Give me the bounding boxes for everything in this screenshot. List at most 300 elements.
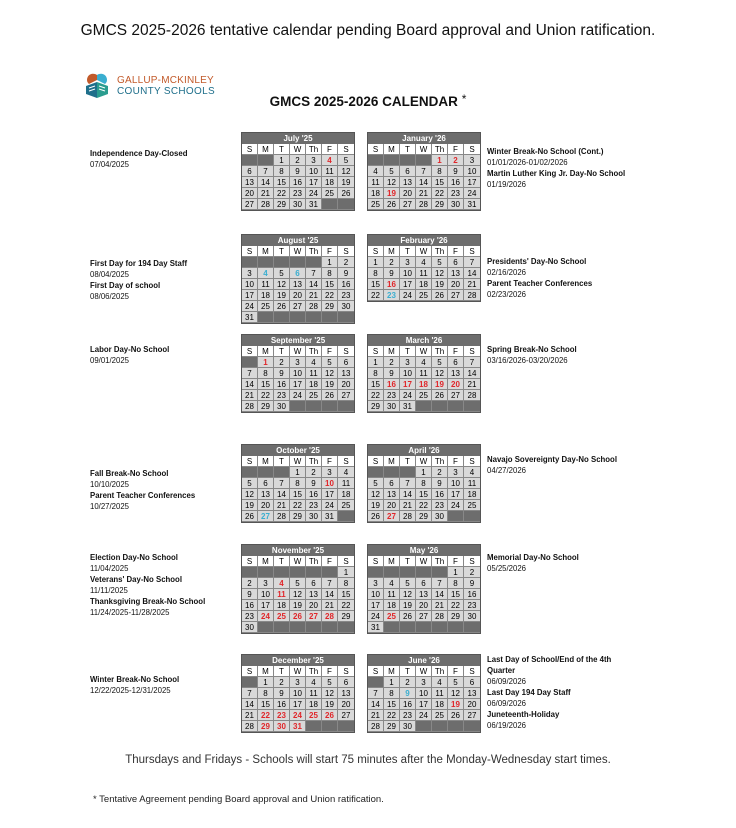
- day-cell: 7: [416, 166, 432, 177]
- event-title: Juneteenth-Holiday: [487, 710, 560, 719]
- empty-day-cell: [242, 155, 258, 166]
- day-cell: 10: [368, 589, 384, 600]
- day-cell: 26: [432, 390, 448, 401]
- weekday-header: F: [322, 246, 338, 257]
- day-cell: 2: [384, 257, 400, 268]
- day-cell: 27: [464, 710, 480, 721]
- day-cell: 17: [290, 379, 306, 390]
- event-group-right: [487, 146, 632, 190]
- empty-day-cell: [384, 467, 400, 478]
- empty-day-cell: [322, 721, 338, 732]
- month-name: August '25: [242, 235, 354, 246]
- month-grid: [368, 144, 480, 210]
- month-calendar: [367, 234, 481, 302]
- day-cell: 2: [338, 257, 354, 268]
- empty-day-cell: [432, 567, 448, 578]
- month-grid: [242, 346, 354, 412]
- day-cell: 1: [290, 467, 306, 478]
- event-group-right: [487, 256, 632, 300]
- day-cell: 29: [322, 301, 338, 312]
- day-cell: 21: [464, 279, 480, 290]
- day-cell: 22: [368, 390, 384, 401]
- day-cell: 8: [258, 688, 274, 699]
- day-cell: 22: [258, 710, 274, 721]
- day-cell: 13: [258, 489, 274, 500]
- weekday-header: W: [290, 666, 306, 677]
- day-cell: 12: [322, 368, 338, 379]
- day-cell: 30: [306, 511, 322, 522]
- day-cell: 25: [306, 710, 322, 721]
- day-cell: 4: [306, 677, 322, 688]
- day-cell: 15: [258, 699, 274, 710]
- weekday-header: T: [274, 346, 290, 357]
- empty-day-cell: [258, 312, 274, 323]
- weekday-header: Th: [432, 246, 448, 257]
- day-cell: 22: [368, 290, 384, 301]
- weekday-header: W: [290, 456, 306, 467]
- day-cell: 19: [322, 379, 338, 390]
- weekday-header: T: [400, 456, 416, 467]
- day-cell: 3: [322, 467, 338, 478]
- day-cell: 19: [384, 188, 400, 199]
- empty-day-cell: [242, 467, 258, 478]
- weekday-header: S: [338, 346, 354, 357]
- month-name: February '26: [368, 235, 480, 246]
- day-cell: 12: [368, 489, 384, 500]
- month-name: March '26: [368, 335, 480, 346]
- day-cell: 1: [322, 257, 338, 268]
- day-cell: 14: [258, 177, 274, 188]
- empty-day-cell: [432, 721, 448, 732]
- weekday-header: M: [258, 556, 274, 567]
- day-cell: 19: [432, 279, 448, 290]
- day-cell: 30: [290, 199, 306, 210]
- weekday-header: T: [274, 246, 290, 257]
- weekday-header: S: [368, 246, 384, 257]
- day-cell: 6: [416, 578, 432, 589]
- day-cell: 22: [274, 188, 290, 199]
- day-cell: 15: [274, 177, 290, 188]
- day-cell: 3: [448, 467, 464, 478]
- event-title: Spring Break-No School: [487, 345, 577, 354]
- day-cell: 31: [464, 199, 480, 210]
- day-cell: 20: [338, 379, 354, 390]
- day-cell: 6: [338, 357, 354, 368]
- day-cell: 30: [464, 611, 480, 622]
- day-cell: 19: [338, 177, 354, 188]
- day-cell: 10: [400, 368, 416, 379]
- weekday-header: Th: [306, 456, 322, 467]
- weekday-header: S: [338, 456, 354, 467]
- day-cell: 23: [400, 710, 416, 721]
- empty-day-cell: [274, 312, 290, 323]
- weekday-header: W: [416, 144, 432, 155]
- day-cell: 9: [384, 368, 400, 379]
- day-cell: 17: [368, 600, 384, 611]
- day-cell: 4: [322, 155, 338, 166]
- day-cell: 1: [368, 357, 384, 368]
- day-cell: 26: [368, 511, 384, 522]
- day-cell: 20: [448, 279, 464, 290]
- day-cell: 25: [416, 290, 432, 301]
- month-calendar: [241, 654, 355, 733]
- day-cell: 16: [384, 279, 400, 290]
- weekday-header: S: [368, 144, 384, 155]
- month-grid: [368, 556, 480, 633]
- weekday-header: W: [290, 246, 306, 257]
- weekday-header: S: [368, 556, 384, 567]
- day-cell: 30: [338, 301, 354, 312]
- weekday-header: Th: [306, 246, 322, 257]
- day-cell: 2: [432, 467, 448, 478]
- day-cell: 8: [290, 478, 306, 489]
- day-cell: 28: [432, 611, 448, 622]
- day-cell: 15: [338, 589, 354, 600]
- day-cell: 20: [384, 500, 400, 511]
- event-group-right: [487, 552, 632, 574]
- day-cell: 12: [290, 589, 306, 600]
- day-cell: 13: [338, 368, 354, 379]
- event-title: Winter Break-No School (Cont.): [487, 147, 604, 156]
- empty-day-cell: [464, 401, 480, 412]
- day-cell: 15: [384, 699, 400, 710]
- day-cell: 13: [464, 688, 480, 699]
- month-name: September '25: [242, 335, 354, 346]
- day-cell: 20: [290, 290, 306, 301]
- event-title: Navajo Sovereignty Day-No School: [487, 455, 617, 464]
- day-cell: 7: [368, 688, 384, 699]
- day-cell: 31: [290, 721, 306, 732]
- empty-day-cell: [448, 401, 464, 412]
- day-cell: 18: [306, 379, 322, 390]
- day-cell: 6: [290, 268, 306, 279]
- day-cell: 20: [338, 699, 354, 710]
- day-cell: 5: [432, 257, 448, 268]
- day-cell: 18: [322, 177, 338, 188]
- day-cell: 29: [258, 721, 274, 732]
- day-cell: 21: [432, 600, 448, 611]
- day-cell: 3: [306, 155, 322, 166]
- day-cell: 24: [400, 390, 416, 401]
- day-cell: 11: [322, 166, 338, 177]
- weekday-header: Th: [432, 556, 448, 567]
- day-cell: 3: [400, 357, 416, 368]
- month-calendar: [241, 444, 355, 523]
- day-cell: 26: [322, 710, 338, 721]
- weekday-header: S: [242, 346, 258, 357]
- day-cell: 28: [258, 199, 274, 210]
- day-cell: 22: [290, 500, 306, 511]
- day-cell: 15: [258, 379, 274, 390]
- day-cell: 28: [464, 290, 480, 301]
- day-cell: 13: [400, 177, 416, 188]
- weekday-header: F: [322, 144, 338, 155]
- day-cell: 13: [384, 489, 400, 500]
- start-time-note: Thursdays and Fridays - Schools will start 75 minutes after the Monday-Wednesday start times.: [125, 754, 611, 766]
- weekday-header: S: [464, 346, 480, 357]
- day-cell: 18: [338, 489, 354, 500]
- day-cell: 4: [306, 357, 322, 368]
- empty-day-cell: [290, 567, 306, 578]
- month-name: June '26: [368, 655, 480, 666]
- empty-day-cell: [416, 567, 432, 578]
- day-cell: 5: [432, 357, 448, 368]
- weekday-header: Th: [306, 556, 322, 567]
- day-cell: 26: [338, 188, 354, 199]
- day-cell: 1: [274, 155, 290, 166]
- weekday-header: Th: [432, 456, 448, 467]
- weekday-header: S: [242, 144, 258, 155]
- weekday-header: S: [242, 456, 258, 467]
- day-cell: 20: [242, 188, 258, 199]
- day-cell: 8: [274, 166, 290, 177]
- empty-day-cell: [448, 511, 464, 522]
- day-cell: 25: [258, 301, 274, 312]
- day-cell: 15: [368, 379, 384, 390]
- day-cell: 12: [338, 166, 354, 177]
- event-title: Presidents' Day-No School: [487, 257, 587, 266]
- day-cell: 3: [258, 578, 274, 589]
- logo-text-bottom: COUNTY SCHOOLS: [117, 86, 215, 97]
- day-cell: 9: [290, 166, 306, 177]
- day-cell: 17: [242, 290, 258, 301]
- weekday-header: M: [258, 246, 274, 257]
- empty-day-cell: [258, 622, 274, 633]
- event-date: 12/22/2025-12/31/2025: [90, 686, 171, 695]
- weekday-header: M: [258, 144, 274, 155]
- day-cell: 31: [368, 622, 384, 633]
- day-cell: 9: [464, 578, 480, 589]
- day-cell: 9: [384, 268, 400, 279]
- day-cell: 3: [242, 268, 258, 279]
- tentative-footnote: * Tentative Agreement pending Board approval and Union ratification.: [93, 794, 384, 805]
- day-cell: 29: [432, 199, 448, 210]
- day-cell: 12: [274, 279, 290, 290]
- day-cell: 14: [322, 589, 338, 600]
- day-cell: 14: [242, 379, 258, 390]
- day-cell: 16: [464, 589, 480, 600]
- weekday-header: T: [274, 144, 290, 155]
- day-cell: 1: [416, 467, 432, 478]
- day-cell: 6: [384, 478, 400, 489]
- weekday-header: M: [384, 456, 400, 467]
- day-cell: 24: [306, 188, 322, 199]
- day-cell: 13: [416, 589, 432, 600]
- day-cell: 10: [464, 166, 480, 177]
- month-grid: [242, 456, 354, 522]
- weekday-header: Th: [432, 666, 448, 677]
- day-cell: 19: [368, 500, 384, 511]
- empty-day-cell: [464, 511, 480, 522]
- day-cell: 17: [464, 177, 480, 188]
- day-cell: 28: [322, 611, 338, 622]
- month-grid: [368, 346, 480, 412]
- empty-day-cell: [400, 467, 416, 478]
- day-cell: 23: [306, 500, 322, 511]
- month-name: July '25: [242, 133, 354, 144]
- month-calendar: [367, 444, 481, 523]
- day-cell: 17: [448, 489, 464, 500]
- empty-day-cell: [338, 721, 354, 732]
- day-cell: 16: [338, 279, 354, 290]
- day-cell: 20: [448, 379, 464, 390]
- day-cell: 8: [432, 166, 448, 177]
- day-cell: 5: [368, 478, 384, 489]
- empty-day-cell: [258, 567, 274, 578]
- day-cell: 28: [464, 390, 480, 401]
- day-cell: 17: [400, 279, 416, 290]
- day-cell: 25: [464, 500, 480, 511]
- day-cell: 3: [290, 357, 306, 368]
- day-cell: 22: [448, 600, 464, 611]
- event-date: 02/16/2026: [487, 268, 527, 277]
- day-cell: 15: [368, 279, 384, 290]
- day-cell: 30: [242, 622, 258, 633]
- day-cell: 9: [274, 368, 290, 379]
- day-cell: 10: [258, 589, 274, 600]
- day-cell: 31: [322, 511, 338, 522]
- weekday-header: T: [400, 556, 416, 567]
- day-cell: 16: [432, 489, 448, 500]
- month-calendar: [367, 334, 481, 413]
- empty-day-cell: [400, 567, 416, 578]
- day-cell: 2: [242, 578, 258, 589]
- day-cell: 13: [242, 177, 258, 188]
- page-top-heading: GMCS 2025-2026 tentative calendar pending Board approval and Union ratification.: [80, 22, 656, 39]
- empty-day-cell: [400, 155, 416, 166]
- day-cell: 17: [416, 699, 432, 710]
- empty-day-cell: [384, 567, 400, 578]
- day-cell: 15: [322, 279, 338, 290]
- day-cell: 5: [322, 677, 338, 688]
- empty-day-cell: [384, 155, 400, 166]
- day-cell: 27: [448, 390, 464, 401]
- day-cell: 16: [448, 177, 464, 188]
- day-cell: 11: [306, 368, 322, 379]
- day-cell: 26: [242, 511, 258, 522]
- day-cell: 24: [400, 290, 416, 301]
- day-cell: 1: [432, 155, 448, 166]
- empty-day-cell: [322, 567, 338, 578]
- event-title: Memorial Day-No School: [487, 553, 579, 562]
- event-group-left: [90, 258, 235, 302]
- day-cell: 26: [290, 611, 306, 622]
- empty-day-cell: [448, 721, 464, 732]
- day-cell: 7: [274, 478, 290, 489]
- weekday-header: S: [464, 246, 480, 257]
- calendar-title-text: GMCS 2025-2026 CALENDAR: [269, 94, 458, 109]
- weekday-header: F: [448, 246, 464, 257]
- empty-day-cell: [242, 357, 258, 368]
- day-cell: 2: [274, 677, 290, 688]
- weekday-header: T: [274, 456, 290, 467]
- event-date: 10/27/2025: [90, 502, 130, 511]
- day-cell: 25: [274, 611, 290, 622]
- day-cell: 26: [384, 199, 400, 210]
- event-title: Labor Day-No School: [90, 345, 170, 354]
- event-date: 01/01/2026-01/02/2026: [487, 158, 568, 167]
- weekday-header: W: [416, 556, 432, 567]
- day-cell: 16: [384, 379, 400, 390]
- event-date: 01/19/2026: [487, 180, 527, 189]
- day-cell: 16: [242, 600, 258, 611]
- day-cell: 20: [464, 699, 480, 710]
- weekday-header: Th: [432, 346, 448, 357]
- day-cell: 2: [274, 357, 290, 368]
- event-group-right: [487, 654, 632, 731]
- event-title: Fall Break-No School: [90, 469, 169, 478]
- weekday-header: W: [416, 246, 432, 257]
- event-date: 06/09/2026: [487, 677, 527, 686]
- day-cell: 24: [242, 301, 258, 312]
- day-cell: 15: [448, 589, 464, 600]
- weekday-header: W: [290, 346, 306, 357]
- day-cell: 18: [274, 600, 290, 611]
- month-name: April '26: [368, 445, 480, 456]
- empty-day-cell: [432, 622, 448, 633]
- weekday-header: F: [322, 346, 338, 357]
- day-cell: 11: [464, 478, 480, 489]
- month-grid: [242, 556, 354, 633]
- empty-day-cell: [464, 721, 480, 732]
- day-cell: 24: [448, 500, 464, 511]
- empty-day-cell: [322, 622, 338, 633]
- weekday-header: T: [400, 666, 416, 677]
- day-cell: 10: [290, 688, 306, 699]
- day-cell: 23: [448, 188, 464, 199]
- event-title: Last Day 194 Day Staff: [487, 688, 571, 697]
- day-cell: 7: [432, 578, 448, 589]
- month-name: December '25: [242, 655, 354, 666]
- empty-day-cell: [322, 312, 338, 323]
- day-cell: 18: [306, 699, 322, 710]
- weekday-header: W: [290, 556, 306, 567]
- day-cell: 26: [274, 301, 290, 312]
- day-cell: 20: [416, 600, 432, 611]
- empty-day-cell: [274, 257, 290, 268]
- day-cell: 16: [400, 699, 416, 710]
- day-cell: 1: [384, 677, 400, 688]
- day-cell: 6: [258, 478, 274, 489]
- day-cell: 29: [448, 611, 464, 622]
- empty-day-cell: [368, 155, 384, 166]
- empty-day-cell: [368, 567, 384, 578]
- empty-day-cell: [416, 155, 432, 166]
- day-cell: 2: [464, 567, 480, 578]
- day-cell: 4: [416, 357, 432, 368]
- weekday-header: S: [464, 456, 480, 467]
- day-cell: 2: [306, 467, 322, 478]
- event-date: 06/19/2026: [487, 721, 527, 730]
- day-cell: 5: [448, 677, 464, 688]
- day-cell: 5: [384, 166, 400, 177]
- day-cell: 19: [242, 500, 258, 511]
- day-cell: 5: [274, 268, 290, 279]
- day-cell: 24: [322, 500, 338, 511]
- month-grid: [368, 456, 480, 522]
- empty-day-cell: [338, 511, 354, 522]
- day-cell: 30: [448, 199, 464, 210]
- day-cell: 21: [416, 188, 432, 199]
- weekday-header: M: [258, 666, 274, 677]
- day-cell: 28: [368, 721, 384, 732]
- weekday-header: M: [384, 346, 400, 357]
- day-cell: 8: [448, 578, 464, 589]
- day-cell: 1: [258, 677, 274, 688]
- day-cell: 7: [464, 357, 480, 368]
- day-cell: 4: [338, 467, 354, 478]
- day-cell: 17: [400, 379, 416, 390]
